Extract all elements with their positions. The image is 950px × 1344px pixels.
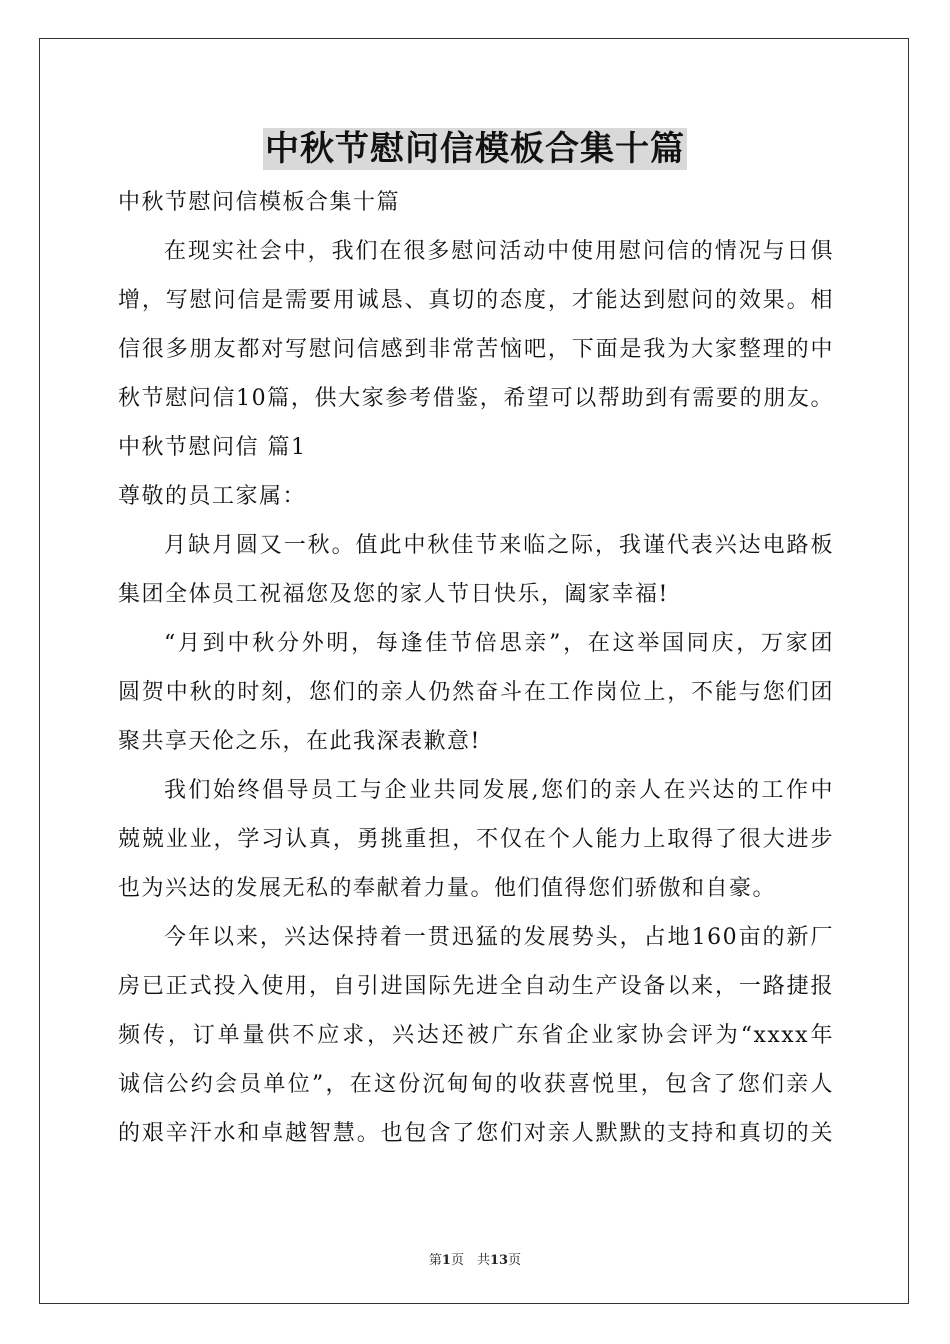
document-title: 中秋节慰问信模板合集十篇 <box>265 129 685 169</box>
paragraph-line: 频传，订单量供不应求，兴达还被广东省企业家协会评为“xxxx年 <box>118 1023 834 1048</box>
paragraph-line: 诚信公约会员单位”，在这份沉甸甸的收获喜悦里，包含了您们亲人 <box>118 1072 834 1097</box>
paragraph-line: 我们始终倡导员工与企业共同发展,您们的亲人在兴达的工作中 <box>164 778 834 803</box>
paragraph-line: 今年以来，兴达保持着一贯迅猛的发展势头，占地160亩的新厂 <box>164 925 834 950</box>
footer-mid: 页 共 <box>450 1253 490 1268</box>
document-title-wrap <box>0 128 950 170</box>
document-body <box>118 178 834 1158</box>
paragraph-line: 增，写慰问信是需要用诚恳、真切的态度，才能达到慰问的效果。相 <box>118 288 834 313</box>
paragraph-line: 的艰辛汗水和卓越智慧。也包含了您们对亲人默默的支持和真切的关 <box>118 1121 834 1146</box>
paragraph-line: 集团全体员工祝福您及您的家人节日快乐，阖家幸福! <box>118 582 669 607</box>
page-number: 1 <box>441 1253 451 1268</box>
paragraph-line: 在现实社会中，我们在很多慰问活动中使用慰问信的情况与日俱 <box>164 239 834 264</box>
page-footer <box>0 1249 950 1268</box>
paragraph-line: 聚共享天伦之乐，在此我深表歉意! <box>118 729 481 754</box>
paragraph-line: 信很多朋友都对写慰问信感到非常苦恼吧，下面是我为大家整理的中 <box>118 337 834 362</box>
paragraph-line: 圆贺中秋的时刻，您们的亲人仍然奋斗在工作岗位上，不能与您们团 <box>118 680 834 705</box>
total-pages: 13 <box>489 1253 509 1268</box>
salutation: 尊敬的员工家属： <box>118 484 307 509</box>
subtitle-line: 中秋节慰问信模板合集十篇 <box>118 190 401 215</box>
section-heading: 中秋节慰问信 篇1 <box>118 435 307 460</box>
paragraph-line: 兢兢业业，学习认真，勇挑重担，不仅在个人能力上取得了很大进步 <box>118 827 834 852</box>
paragraph-line: 房已正式投入使用，自引进国际先进全自动生产设备以来，一路捷报 <box>118 974 834 999</box>
paragraph-line: 秋节慰问信10篇，供大家参考借鉴，希望可以帮助到有需要的朋友。 <box>118 386 834 411</box>
paragraph-line: 月缺月圆又一秋。值此中秋佳节来临之际，我谨代表兴达电路板 <box>164 533 834 558</box>
paragraph-line: “月到中秋分外明，每逢佳节倍思亲”，在这举国同庆，万家团 <box>164 631 834 656</box>
paragraph-line: 也为兴达的发展无私的奉献着力量。他们值得您们骄傲和自豪。 <box>118 876 777 901</box>
footer-prefix: 第 <box>428 1253 442 1268</box>
footer-suffix: 页 <box>508 1253 522 1268</box>
